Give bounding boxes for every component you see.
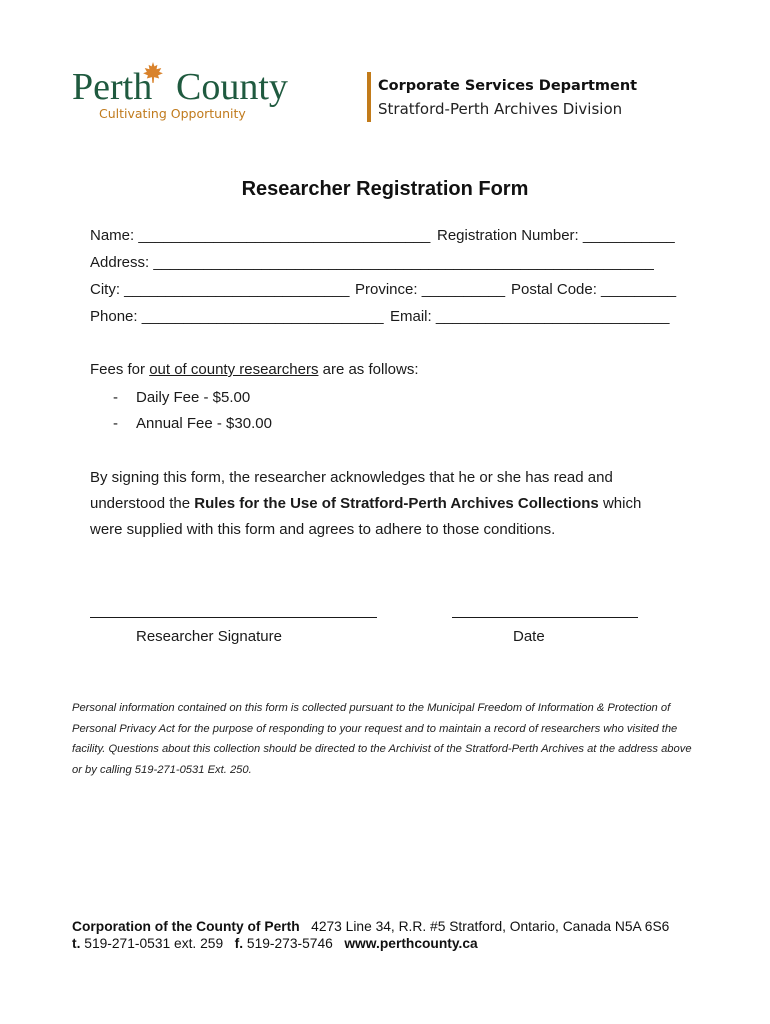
footer-phone: 519-271-0531 ext. 259 <box>80 936 224 951</box>
perth-county-logo <box>72 62 287 124</box>
footer-fax: 519-273-5746 <box>243 936 333 951</box>
annual-fee-item: Annual Fee - $30.00 <box>136 415 272 432</box>
rules-title: Rules for the Use of Stratford-Perth Archives Collections <box>194 495 599 512</box>
province-field[interactable]: Province: __________ <box>355 281 506 298</box>
signature-line[interactable] <box>90 617 377 618</box>
footer <box>72 918 669 952</box>
form-title: Researcher Registration Form <box>241 178 529 200</box>
city-field[interactable]: City: ___________________________ <box>90 281 350 298</box>
signature-label: Researcher Signature <box>136 628 282 645</box>
header-divider <box>367 72 371 122</box>
fees-intro: Fees for out of county researchers are as follows: <box>90 361 419 378</box>
list-item-dash: - <box>113 415 118 432</box>
footer-line-2: t. 519-271-0531 ext. 259 f. 519-273-5746 www.perthcounty.ca <box>72 936 478 951</box>
postal-code-field[interactable]: Postal Code: _________ <box>511 281 677 298</box>
division-name: Stratford-Perth Archives Division <box>378 100 623 118</box>
phone-field[interactable]: Phone: _____________________________ <box>90 308 384 325</box>
department-name: Corporate Services Department <box>378 78 638 94</box>
date-label: Date <box>513 628 545 645</box>
email-field[interactable]: Email: ____________________________ <box>390 308 670 325</box>
list-item-dash: - <box>113 389 118 406</box>
acknowledgement-line-1: By signing this form, the researcher acknowledges that he or she has read and <box>90 469 613 486</box>
daily-fee-item: Daily Fee - $5.00 <box>136 389 251 406</box>
acknowledgement-line-3: were supplied with this form and agrees to adhere to those conditions. <box>90 521 556 538</box>
logo-word-county: County <box>176 66 288 108</box>
name-field[interactable]: Name: ___________________________________ <box>90 227 431 244</box>
fees-intro-underlined: out of county researchers <box>149 361 319 378</box>
privacy-notice: Personal information contained on this form is collected pursuant to the Municipal Freedom of Information & Protection of Personal Privacy Act for the purpose of responding to your request and to maintain a record of researchers who visited the facility. Questions about this collection should be directed to the Archivist of the Stratford-Perth Archives at the address above or by calling 519-271-0531 Ext. 250. <box>72 702 692 776</box>
date-line[interactable] <box>452 617 638 618</box>
footer-address: 4273 Line 34, R.R. #5 Stratford, Ontario, Canada N5A 6S6 <box>311 919 670 934</box>
registration-number-field[interactable]: Registration Number: ___________ <box>437 227 675 244</box>
logo-tagline: Cultivating Opportunity <box>99 106 246 121</box>
acknowledgement-line-2: understood the Rules for the Use of Stratford-Perth Archives Collections which <box>90 495 642 512</box>
address-field[interactable]: Address: ____________________________________________________________ <box>90 254 654 271</box>
footer-org-name: Corporation of the County of Perth <box>72 919 300 934</box>
logo-word-perth: Perth <box>72 66 153 108</box>
footer-website[interactable]: www.perthcounty.ca <box>344 936 478 951</box>
footer-line-1 <box>72 918 669 935</box>
